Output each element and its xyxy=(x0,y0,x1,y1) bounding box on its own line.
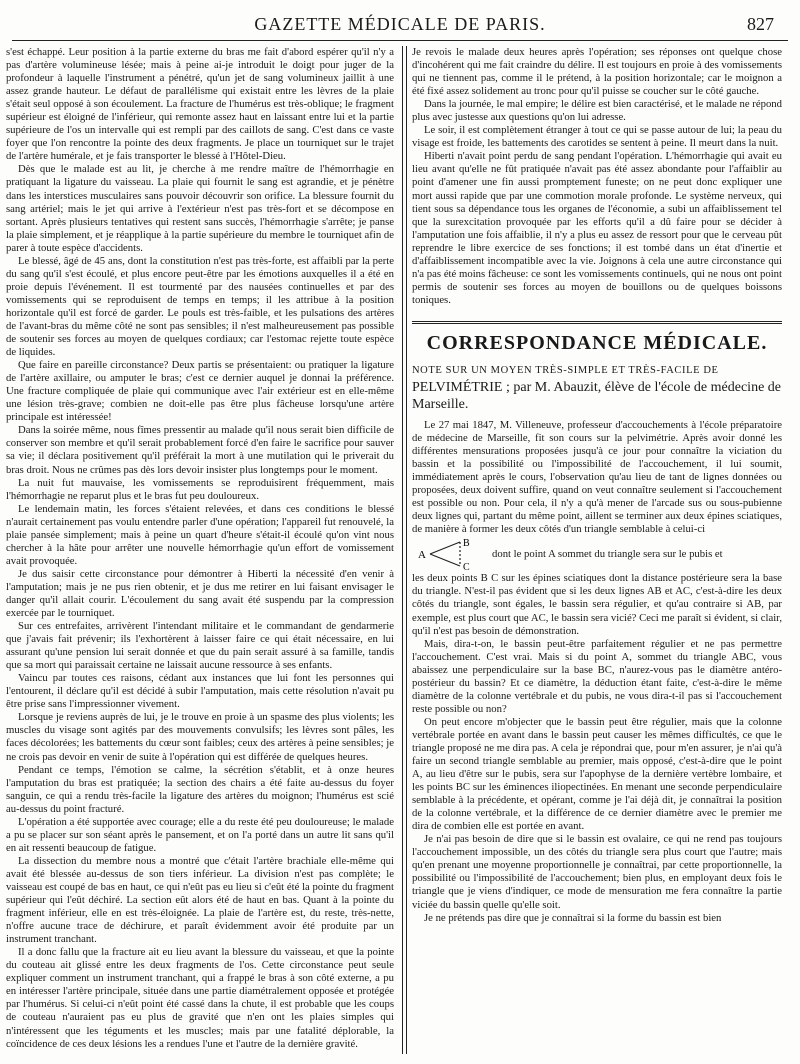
paragraph: Vaincu par toutes ces raisons, cédant aux instances que lui font les personnes qui l'entourent, il déclare qu'il est décidé à subir l'amputation, mais cette résolution n'avait pu être prise sans l'impressionner vivement. xyxy=(6,672,394,711)
point-a-label: A xyxy=(418,549,426,562)
point-c-label: C xyxy=(463,562,470,573)
column-divider xyxy=(402,46,407,1054)
article-title-line2: PELVIMÉTRIE ; par M. Abauzit, élève de l'école de médecine de Marseille. xyxy=(412,379,781,412)
paragraph: Que faire en pareille circonstance? Deux partis se présentaient: ou pratiquer la ligature de l'artère axillaire, ou amputer le bras; c'est ce dernier auquel je donnai la préférence. Une fracture compliquée de plaie qui communique avec l'air extérieur est en elle-même une lésion très-grave; combien ne doit-elle pas être plus fâcheuse lorsqu'une artère principale est intéressée! xyxy=(6,359,394,424)
section-title: CORRESPONDANCE MÉDICALE. xyxy=(426,331,768,354)
triangle-diagram xyxy=(416,536,486,572)
paragraph: Le 27 mai 1847, M. Villeneuve, professeur d'accouchements à l'école préparatoire de médecine de Marseille, fit son cours sur la pelvimétrie. Après avoir donné les différentes mensurations proposées jusqu'à ce jour pour connaître la viciation du bassin et la possibilité ou l'impossibilité de l'accouchement, il lui soumit, immédiatement après le cours, l'observation qu'au lieu de tant de lignes données ou proposées, deux doivent suffire, quand on veut connaître seulement si l'accouchement est possible ou non. Pour cela, il n'y a qu'à mener de l'arcade sus ou sous-pubienne deux lignes qui, partant du même point, aillent se terminer aux deux épines sciatiques, de manière à former les deux côtés d'un triangle semblable à celui-ci xyxy=(412,418,782,536)
point-b-label: B xyxy=(463,538,470,550)
paragraph: Dans la soirée même, nous fîmes pressentir au malade qu'il nous serait bien difficile de conserver son membre et qu'il serait probablement forcé d'en faire le sacrifice pour sauver sa vie; il déclara positivement qu'il préférait la mort à une mutilation qui le priverait du bras droit. Nous ne crûmes pas dès lors devoir insister plus longtemps pour le moment. xyxy=(6,424,394,476)
section-rule xyxy=(412,321,782,324)
header-rule xyxy=(12,40,788,41)
left-column xyxy=(6,46,394,1058)
paragraph: Pendant ce temps, l'émotion se calme, la sécrétion s'établit, et à onze heures l'amputation du bras est pratiquée; la section des chairs a été faite au-dessus du foyer sanguin, ce qui a rendu très-facile la ligature des artères du moignon; l'humérus est scié au-dessus du point fracturé. xyxy=(6,763,394,815)
paragraph: Le soir, il est complètement étranger à tout ce qui se passe autour de lui; la peau du visage est froide, les battements des carotides se sentent à peine. Il meurt dans la nuit. xyxy=(412,124,782,150)
paragraph: Dans la journée, le mal empire; le délire est bien caractérisé, et le malade ne répond plus avec justesse aux questions qu'on lui adresse. xyxy=(412,98,782,124)
paragraph: les deux points B C sur les épines sciatiques dont la distance postérieure sera la base du triangle. N'est-il pas évident que si les deux lignes AB et AC, c'est-à-dire les deux côtés du triangle, sont égales, le bassin sera régulier, et qu'au contraire si AB, par exemple, est plus court que AC, le bassin sera vicié? Ceci me paraît si évident, si clair, qu'il n'est pas besoin de démonstration. xyxy=(412,572,782,637)
triangle-figure xyxy=(412,536,782,572)
paragraph: La dissection du membre nous a montré que c'était l'artère brachiale elle-même qui avait été blessée au-dessus de son tiers inférieur. La division n'est pas complète; le vaisseau est coupé de bas en haut, ce qui n'eût pas eu lieu si c'eût été la pointe du fragment supérieur qui l'eût déchiré. La section eût alors été de haut en bas. Quant à la pointe du fragment inférieur, elle en est très-éloignée. La plaie de l'artère est, du reste, très-nette, n'offre aucune trace de déchirure, et paraît évidemment avoir été produite par un instrument tranchant. xyxy=(6,854,394,946)
paragraph: Mais, dira-t-on, le bassin peut-être parfaitement régulier et ne pas permettre l'accouchement. C'est vrai. Mais si du point A, sommet du triangle ABC, vous abaissez une perpendiculaire sur la base BC, n'aurez-vous pas le diamètre antéro-postérieur du bassin? Et ce diamètre, la déduction étant faite, c'est-à-dire le même diamètre de la colonne vertébrale et du pubis, ne vous dira-t-il pas si l'accouchement reste possible ou non? xyxy=(412,637,782,715)
paragraph: Hiberti n'avait point perdu de sang pendant l'opération. L'hémorrhagie qui avait eu lieu avant qu'elle ne fût pratiquée n'avait pas été assez abondante pour l'affaiblir au point d'amener une fin aussi promptement funeste; on ne peut donc expliquer une mort aussi rapide que par une commotion morale profonde. Le système nerveux, qui tient sous sa dépendance tous les organes de l'économie, a subi un affaiblissement tel que la surexcitation provoquée par les efforts qu'il a dû faire pour se décider à l'amputation une fois affaiblie, il n'y a plus eu assez de ressort pour que le cerveau pût reprendre le libre exercice de ses fonctions; il est tombé dans un état d'inertie et d'affaiblissement incompatible avec la vie. Joignons à cela une autre circonstance qui n'a pas été moins fâcheuse: ce sont les vomissements continuels, qui ne nous ont point permis de soutenir ses forces au moyen de bouillons ou de quelques boissons toniques. xyxy=(412,150,782,306)
article-title xyxy=(412,361,782,413)
right-column xyxy=(412,46,782,1058)
paragraph: Le blessé, âgé de 45 ans, dont la constitution n'est pas très-forte, est affaibli par la perte du sang qu'il s'est écoulé, et plus encore peut-être par les émotions auxquelles il a été en proie depuis l'événement. Il est tourmenté par des nausées continuelles et par des vomissements qui se reproduisent de temps en temps; il les attribue à la position horizontale qu'il est forcé de garder. Le pouls est très-faible, et les pulsations des artères de l'avant-bras du même côté ne sont pas sensibles; il n'est malheureusement pas possible de soutenir ses forces au moyen de quelques cordiaux; car l'estomac rejette toute espèce de liquides. xyxy=(6,254,394,359)
figure-caption-text: dont le point A sommet du triangle sera sur le pubis et xyxy=(492,547,723,560)
line-ab xyxy=(430,542,460,554)
paragraph: La nuit fut mauvaise, les vomissements se reproduisirent fréquemment, mais l'hémorrhagie ne reparut plus et le bras fut peu douloureux. xyxy=(6,476,394,502)
paragraph: Je n'ai pas besoin de dire que si le bassin est ovalaire, ce qui ne rend pas toujours l'accouchement impossible, un des côtés du triangle sera plus court que l'autre; mais qu'en prenant une moyenne proportionnelle je connaîtrai, par cette proportionnelle, la possibilité ou l'impossibilité de l'accouchement; bien plus, en employant deux fois le triangle que je viens d'indiquer, ce mode de mensuration me fera connaître la partie viciée du bassin quelle qu'elle soit. xyxy=(412,833,782,911)
page-number: 827 xyxy=(747,14,774,34)
article-title-line1: NOTE SUR UN MOYEN TRÈS-SIMPLE ET TRÈS-FACILE DE xyxy=(412,364,719,376)
paragraph: Le lendemain matin, les forces s'étaient relevées, et dans ces conditions le blessé n'aurait certainement pas voulu entendre parler d'une opération; l'appareil fut renouvelé, la plaie pansée simplement; mais à peine un quart d'heure s'était-il écoulé qu'on vint nous chercher à la hâte pour arrêter une nouvelle hémorrhagie qu'un effort de vomissement avait provoquée. xyxy=(6,502,394,567)
paragraph: On peut encore m'objecter que le bassin peut être régulier, mais que la colonne vertébrale portée en avant dans le bassin peut causer les mêmes difficultés, ce que le triangle proposé ne me dira pas. A cela je répondrai que, pour m'en assurer, je n'ai qu'à faire un second triangle semblable au premier, mais opposé, c'est-à-dire que le point A, au lieu d'être sur le pubis, sera sur l'apophyse de la dernière vertèbre lombaire, et les points BC sur les éminences iliopectinées. En menant une seconde perpendiculaire semblable à la précédente, et opérant, comme je l'ai déjà dit, je connaîtrai la position de la colonne vertébrale, et la différence de ce dernier diamètre avec le premier me dira de combien elle est portée en avant. xyxy=(412,715,782,833)
paragraph: Je dus saisir cette circonstance pour démontrer à Hiberti la nécessité d'en venir à l'amputation; mais je ne pus rien obtenir, et je dus me retirer en lui faisant envisager le danger qu'il allait courir. L'écoulement du sang avait été suspendu par la compression exercée par le tourniquet. xyxy=(6,567,394,620)
paragraph: Dès que le malade est au lit, je cherche à me rendre maître de l'hémorrhagie en pratiquant la ligature du vaisseau. La plaie qui fournit le sang est agrandie, et je pénètre dans les interstices musculaires sans pouvoir découvrir son orifice. La blessure fournit du sang artériel; mais le jet qui arrive à l'extérieur n'est pas très-fort et se décompose en sortant. Après plusieurs tentatives qui restent sans succès, l'hémorrhagie s'arrête; je panse la plaie simplement, et je réapplique à la partie supérieure du membre le tourniquet afin de parer à toute espèce d'accidents. xyxy=(6,163,394,254)
line-ac xyxy=(430,554,460,566)
running-head xyxy=(0,14,800,38)
paragraph: Je revois le malade deux heures après l'opération; ses réponses ont quelque chose d'incohérent qui me fait craindre du délire. Il est toujours en proie à des vomissements qui ne tiennent pas, comme il le prétend, à la position horizontale; car le moignon a été fixé assez solidement au tronc pour qu'il puisse se coucher sur le côté gauche. xyxy=(412,46,782,98)
paragraph: Sur ces entrefaites, arrivèrent l'intendant militaire et le commandant de gendarmerie que j'avais fait prévenir; ils l'exhortèrent à laisser faire ce qui était nécessaire, en lui assurant qu'une pension lui serait donnée et que du pain serait assuré à sa famille, tandis que sa mort qui paraissait certaine ne laissait aucune ressource à ses enfants. xyxy=(6,620,394,672)
paragraph: Lorsque je reviens auprès de lui, je le trouve en proie à un spasme des plus violents; les muscles du visage sont agités par des mouvements convulsifs; les lèvres sont pâles, les faces décolorées; les battements du cœur sont faibles; ceux des artères à peine sensibles; je ne crois pas devoir en venir de suite à l'opération qui est différée de quelques heures. xyxy=(6,711,394,763)
paragraph: Il a donc fallu que la fracture ait eu lieu avant la blessure du vaisseau, et que la pointe du couteau ait glissé entre les deux fragments de l'os. Cette circonstance peut seule expliquer comment un instrument tranchant, qui a frappé le bras à son côté externe, a pu en intéresser l'artère principale, située dans une partie diamétralement opposée et protégée par l'humérus. Si celui-ci n'eût point été cassé dans la chute, il est probable que les coups de couteau n'auraient pas eu plus de gravité que n'en ont les plaies simples qui n'intéressent que les téguments et les muscles; mais par une fatalité déplorable, la coïncidence de ces deux lésions les a rendues l'une et l'autre de la dernière gravité. xyxy=(6,946,394,1050)
paragraph: Je ne prétends pas dire que je connaîtrai si la forme du bassin est bien xyxy=(424,911,722,924)
journal-title: GAZETTE MÉDICALE DE PARIS. xyxy=(254,14,546,34)
paragraph: s'est échappé. Leur position à la partie externe du bras me fait d'abord espérer qu'il n'y a pas d'artère volumineuse lésée; mais à peine ai-je introduit le doigt pour juger de la profondeur à laquelle l'instrument a pénétré, qu'un jet de sang volumineux jaillit à une assez grande hauteur. Le défaut de parallélisme qui existait entre les lèvres de la plaie s'était seul opposé à son écoulement. La fracture de l'humérus est très-oblique; le fragment supérieur est éloigné de l'inférieur, qui remonte assez haut en laissant entre lui et la partie supérieure de l'os un intervalle qui est rempli par des caillots de sang. C'est dans ce vaste foyer que l'on rencontre la pointe des deux fragments. Je place un tourniquet sur le trajet de l'artère humérale, et je fais transporter le blessé à l'Hôtel-Dieu. xyxy=(6,46,394,163)
paragraph: L'opération a été supportée avec courage; elle a du reste été peu douloureuse; le malade a pu se placer sur son séant après le pansement, et on l'a porté dans un autre lit sans qu'il en ait ressenti beaucoup de fatigue. xyxy=(6,815,394,854)
